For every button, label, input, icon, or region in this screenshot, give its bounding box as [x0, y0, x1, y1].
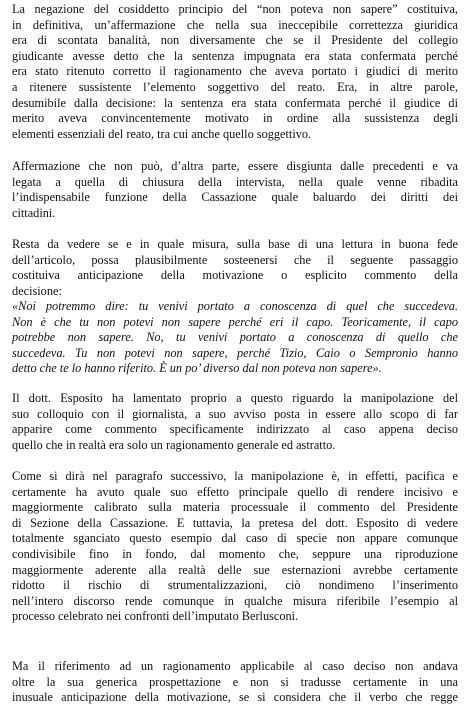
text-line: inusuale anticipazione della motivazione, se si considera che il verbo che regge: [12, 690, 458, 705]
text-line: cittadini.: [12, 205, 56, 220]
quote-line: «Noi potremmo dire: tu venivi portato a conoscenza di quel che succedeva.: [12, 299, 458, 313]
text-line: era stato ritenuto corretto il ragionamento che aveva portato i giudici di merito: [12, 64, 458, 79]
paragraph-4: [12, 391, 458, 453]
text-line: a ritenere sussistente l’elemento soggettivo del reato. Era, in altre parole,: [12, 79, 458, 94]
text-line: processo celebrato nei confronti dell’imputato Berlusconi.: [12, 609, 299, 624]
quote-line: succedeva. Tu non potevi non sapere, perché Tizio, Caio o Sempronio hanno: [12, 345, 458, 360]
text-line: La negazione del cosiddetto principio del “non poteva non sapere” costituiva,: [12, 2, 458, 16]
text-line: giudicante avesse detto che la sentenza impugnata era stata confermata perché: [12, 48, 458, 63]
text-line: apparire come commento specificamente indirizzato al caso appena deciso: [12, 422, 458, 437]
text-line: dell’articolo, possa plausibilmente sosteenersi che il seguente passaggio: [12, 252, 458, 267]
text-line: Come si dirà nel paragrafo successivo, la manipolazione è, in effetti, pacifica e: [12, 469, 458, 483]
text-line: quello che in realtà era solo un ragionamento generale ed astratto.: [12, 437, 336, 452]
text-line: Affermazione che non può, d’altra parte, essere disgiunta dalle precedenti e va: [12, 159, 458, 173]
text-line: totalmente sganciato questo esempio dal caso di specie non appare comunque: [12, 531, 458, 546]
paragraph-2: [12, 159, 458, 221]
text-line: suo colloquio con il giornalista, a suo avviso posta in essere allo scopo di far: [12, 406, 458, 421]
text-line: costituiva anticipazione della motivazione o esplicito commento della: [12, 268, 458, 283]
text-line: nell’intero discorso rende comunque in qualche misura riferibile l’esempio al: [12, 593, 458, 608]
text-line: Il dott. Esposito ha lamentato proprio a questo riguardo la manipolazione del: [12, 391, 458, 405]
text-line: maggiormente calibrato sulla materia processuale il commento del Presidente: [12, 500, 458, 515]
quotation-block: [12, 299, 458, 377]
text-line: maggiormente aderente alla realtà delle sue esternazioni avrebbe certamente: [12, 562, 458, 577]
text-line: legata a quella di chiusura della intervista, nella quale venne ribadita: [12, 174, 458, 189]
quote-line: detto che te lo hanno riferito. È un po’ diverso dal non poteva non sapere».: [12, 361, 382, 376]
paragraph-3: [12, 237, 458, 299]
text-line: l’indispensabile funzione della Cassazione quale baluardo dei diritti dei: [12, 190, 458, 205]
text-line: condivisibile fino in fondo, dal momento che, seppure una riproduzione: [12, 546, 458, 561]
text-line: in definitiva, un’affermazione che nella sua ineccepibile correttezza giuridica: [12, 17, 458, 32]
text-line: era di scontata banalità, non diversamente che se il Presidente del collegio: [12, 33, 458, 48]
text-line: Ma il riferimento ad un ragionamento applicabile al caso deciso non andava: [12, 659, 458, 673]
paragraph-5: [12, 469, 458, 625]
paragraph-1: [12, 2, 458, 142]
text-line: merito aveva convincentemente motivato in ordine alla sussistenza degli: [12, 111, 458, 126]
text-line: decisione:: [12, 283, 62, 298]
text-line: elementi essenziali del reato, tra cui anche quello soggettivo.: [12, 126, 312, 141]
text-line: ridotto il rischio di strumentalizzazioni, ciò nondimeno l’inserimento: [12, 578, 458, 593]
text-line: oltre la sua generica prospettazione e non si tradusse certamente in una: [12, 674, 458, 689]
text-line: Resta da vedere se e in quale misura, sulla base di una lettura in buona fede: [12, 237, 458, 251]
paragraph-6: [12, 659, 458, 706]
quote-line: Non è che tu non potevi non sapere perché eri il capo. Teoricamente, il capo: [12, 314, 458, 329]
text-line: di Sezione della Cassazione. E tuttavia, la pretesa del dott. Esposito di vedere: [12, 515, 458, 530]
text-line: desumibile dalla decisione: la sentenza era stata confermata perché il giudice di: [12, 95, 458, 110]
text-line: certamente ha avuto quale suo effetto principale quello di rendere incisivo e: [12, 484, 458, 499]
quote-line: potrebbe non sapere. No, tu venivi portato a conoscenza di quello che: [12, 330, 458, 345]
